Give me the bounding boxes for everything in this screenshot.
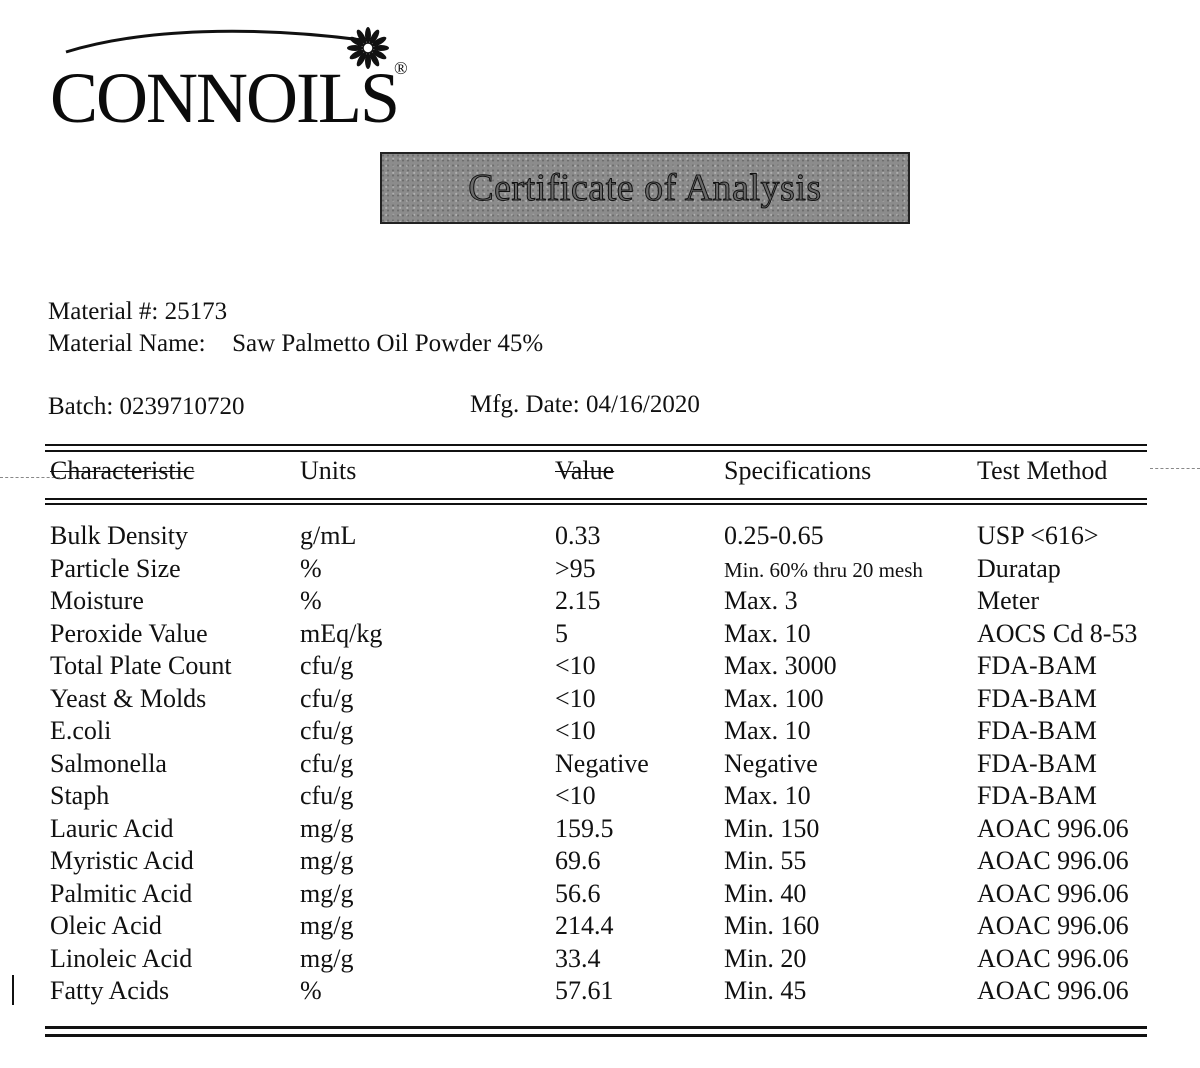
cell-characteristic: Oleic Acid xyxy=(50,911,162,940)
cell-value: <10 xyxy=(555,684,596,713)
cell-specification: 0.25-0.65 xyxy=(724,521,824,550)
cell-value: Negative xyxy=(555,749,649,778)
cell-test-method: FDA-BAM xyxy=(977,651,1097,680)
cell-test-method: AOAC 996.06 xyxy=(977,944,1129,973)
batch-line xyxy=(48,393,245,421)
cell-characteristic: Moisture xyxy=(50,586,144,615)
table-row xyxy=(0,619,1200,652)
cell-specification: Negative xyxy=(724,749,818,778)
cell-characteristic: Yeast & Molds xyxy=(50,684,207,713)
cell-characteristic: Peroxide Value xyxy=(50,619,208,648)
certificate-title-banner xyxy=(380,152,910,224)
header-bottom-rule xyxy=(45,498,1147,500)
cell-value: <10 xyxy=(555,716,596,745)
cell-test-method: FDA-BAM xyxy=(977,684,1097,713)
cell-specification: Min. 55 xyxy=(724,846,807,875)
cell-characteristic: Myristic Acid xyxy=(50,846,194,875)
material-name-value: Saw Palmetto Oil Powder 45% xyxy=(232,330,544,357)
cell-units: cfu/g xyxy=(300,716,354,745)
cell-specification: Min. 160 xyxy=(724,911,820,940)
batch-value: 0239710720 xyxy=(119,393,245,420)
cell-characteristic: Palmitic Acid xyxy=(50,879,193,908)
cell-value: >95 xyxy=(555,554,596,583)
cell-characteristic: Particle Size xyxy=(50,554,181,583)
table-row xyxy=(0,749,1200,782)
table-row xyxy=(0,586,1200,619)
table-row xyxy=(0,976,1200,1009)
cell-test-method: AOAC 996.06 xyxy=(977,846,1129,875)
table-row xyxy=(0,684,1200,717)
cell-test-method: AOAC 996.06 xyxy=(977,911,1129,940)
cell-value: 159.5 xyxy=(555,814,614,843)
cell-test-method: AOAC 996.06 xyxy=(977,976,1129,1005)
table-top-rule xyxy=(45,450,1147,452)
cell-value: 214.4 xyxy=(555,911,614,940)
cell-value: <10 xyxy=(555,651,596,680)
cell-value: 69.6 xyxy=(555,846,601,875)
logo-swoosh-icon xyxy=(64,22,364,62)
cell-units: mg/g xyxy=(300,879,354,908)
cell-units: mg/g xyxy=(300,846,354,875)
cell-value: 56.6 xyxy=(555,879,601,908)
cell-specification: Max. 3 xyxy=(724,586,798,615)
table-bottom-rule xyxy=(45,1034,1147,1037)
mfg-date-value: 04/16/2020 xyxy=(585,391,700,418)
cell-value: 33.4 xyxy=(555,944,601,973)
logo-wordmark: CONNOILS xyxy=(50,58,399,138)
table-row xyxy=(0,911,1200,944)
table-top-rule xyxy=(45,444,1147,446)
cell-characteristic: Lauric Acid xyxy=(50,814,174,843)
cell-characteristic: Fatty Acids xyxy=(50,976,170,1005)
material-number-line xyxy=(48,298,227,326)
cell-specification: Max. 10 xyxy=(724,716,811,745)
table-row xyxy=(0,521,1200,554)
cell-test-method: AOAC 996.06 xyxy=(977,879,1129,908)
cell-specification: Max. 10 xyxy=(724,619,811,648)
table-row xyxy=(0,944,1200,977)
cell-value: 2.15 xyxy=(555,586,601,615)
cell-units: cfu/g xyxy=(300,684,354,713)
table-row xyxy=(0,846,1200,879)
cell-specification: Max. 100 xyxy=(724,684,824,713)
cell-units: % xyxy=(300,586,322,615)
cell-test-method: USP <616> xyxy=(977,521,1099,550)
cell-units: mg/g xyxy=(300,814,354,843)
cell-test-method: FDA-BAM xyxy=(977,749,1097,778)
cell-characteristic: Staph xyxy=(50,781,110,810)
scan-dash-line xyxy=(1150,468,1200,469)
cell-units: % xyxy=(300,554,322,583)
cell-units: mEq/kg xyxy=(300,619,383,648)
cell-specification: Min. 20 xyxy=(724,944,807,973)
cell-units: % xyxy=(300,976,322,1005)
cell-specification: Max. 3000 xyxy=(724,651,837,680)
cell-test-method: AOAC 996.06 xyxy=(977,814,1129,843)
cell-units: g/mL xyxy=(300,521,357,550)
cell-units: cfu/g xyxy=(300,749,354,778)
table-row xyxy=(0,814,1200,847)
cell-specification: Min. 60% thru 20 mesh xyxy=(724,558,923,582)
table-bottom-rule xyxy=(45,1026,1147,1029)
material-name-label: Material Name: xyxy=(48,330,206,357)
cell-value: 57.61 xyxy=(555,976,614,1005)
cell-characteristic: Linoleic Acid xyxy=(50,944,193,973)
cell-characteristic: Total Plate Count xyxy=(50,651,232,680)
table-row xyxy=(0,716,1200,749)
cell-value: 0.33 xyxy=(555,521,601,550)
header-units: Units xyxy=(300,456,357,485)
registered-mark: ® xyxy=(394,58,408,78)
cell-test-method: Duratap xyxy=(977,554,1061,583)
cell-test-method: FDA-BAM xyxy=(977,716,1097,745)
header-bottom-rule xyxy=(45,503,1147,505)
connoils-logo xyxy=(50,22,430,138)
cell-specification: Min. 40 xyxy=(724,879,807,908)
header-characteristic: Characteristic xyxy=(50,456,195,485)
cell-characteristic: Bulk Density xyxy=(50,521,188,550)
cell-specification: Max. 10 xyxy=(724,781,811,810)
cell-units: cfu/g xyxy=(300,781,354,810)
table-row xyxy=(0,781,1200,814)
header-test-method: Test Method xyxy=(977,456,1108,485)
material-number-label: Material #: xyxy=(48,298,159,325)
cell-specification: Min. 45 xyxy=(724,976,807,1005)
mfg-date-line xyxy=(470,391,700,419)
cell-value: <10 xyxy=(555,781,596,810)
certificate-title: Certificate of Analysis xyxy=(468,167,822,209)
header-specifications: Specifications xyxy=(724,456,872,485)
table-row xyxy=(0,651,1200,684)
cell-test-method: Meter xyxy=(977,586,1040,615)
cell-test-method: AOCS Cd 8-53 xyxy=(977,619,1138,648)
margin-mark xyxy=(12,975,14,1005)
material-number-value: 25173 xyxy=(164,298,228,325)
cell-characteristic: E.coli xyxy=(50,716,112,745)
cell-characteristic: Salmonella xyxy=(50,749,167,778)
table-row xyxy=(0,879,1200,912)
material-name-line xyxy=(48,330,543,358)
batch-label: Batch: xyxy=(48,393,114,420)
cell-test-method: FDA-BAM xyxy=(977,781,1097,810)
header-value: Value xyxy=(555,456,615,485)
table-row xyxy=(0,554,1200,587)
cell-specification: Min. 150 xyxy=(724,814,820,843)
mfg-date-label: Mfg. Date: xyxy=(470,391,580,418)
cell-units: mg/g xyxy=(300,944,354,973)
cell-units: cfu/g xyxy=(300,651,354,680)
cell-units: mg/g xyxy=(300,911,354,940)
cell-value: 5 xyxy=(555,619,568,648)
